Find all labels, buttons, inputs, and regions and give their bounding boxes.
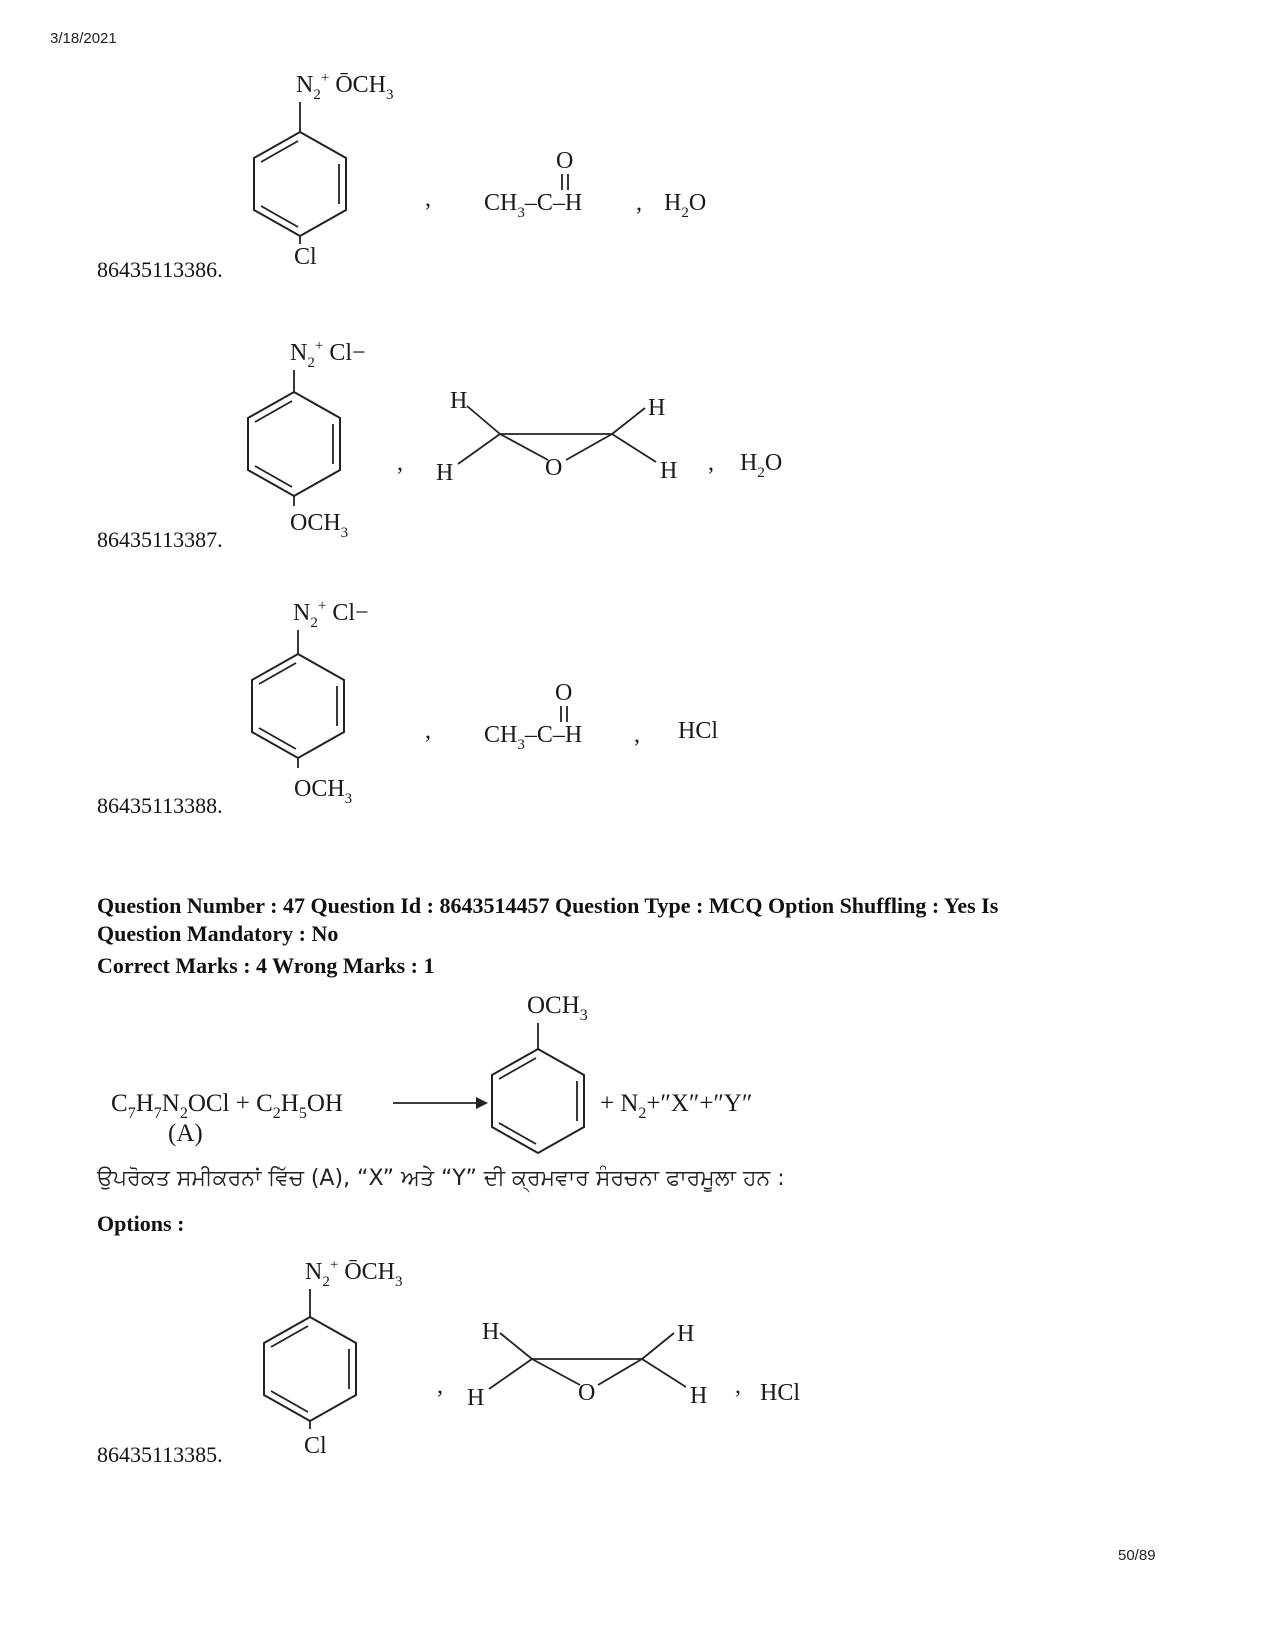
svg-text:Cl: Cl [294,244,317,270]
svg-text:O: O [555,680,573,706]
svg-text:H: H [482,1319,500,1345]
page-number: 50/89 [1118,1547,1156,1564]
print-date: 3/18/2021 [50,30,117,47]
option-structure [0,60,760,360]
svg-text:Cl: Cl [304,1433,327,1459]
svg-text:N2+ ŌCH3: $N_2^+$ $ŌCH_3$ [296,70,394,103]
svg-text:OCH3: $OCH_3$ [290,510,349,541]
svg-text:,: , [437,1373,443,1399]
question-meta [97,892,1197,980]
svg-text:HCl: HCl [678,718,719,744]
svg-text:H: H [450,388,468,414]
svg-text:,: , [636,190,642,216]
svg-text:C7H7N2OCl + C2H5OH: $C_7H_7N_2OCl + C_2H_5OH$ [111,1090,343,1122]
svg-text:O: O [556,148,574,174]
question-prompt: ਉਪਰੋਕਤ ਸਮੀਕਰਨਾਂ ਵਿੱਚ (A), “X” ਅਤੇ “Y” ਦੀ ਕ੍ਰਮਵਾਰ ਸੰਰਚਨਾ ਫਾਰਮੂਲਾ ਹਨ : [97,1166,785,1191]
svg-text:OCH3: $OCH_3$ [294,776,353,807]
svg-text:,: , [397,450,403,476]
option-id: 86435113388. [97,793,223,818]
svg-text:H2O: $H_2O$ [740,450,783,481]
svg-text:H: H [690,1383,708,1409]
svg-text:,: , [735,1373,741,1399]
svg-text:N2+ Cl−: $N_2^+$ Cl− [290,338,366,371]
svg-text:H: H [648,395,666,421]
option-structure [0,1245,840,1475]
option-id: 86435113387. [97,527,223,552]
svg-text:CH3–C–H: $CH_3-C-H$ [484,722,583,753]
question-meta-line1: Question Number : 47 Question Id : 8643514457 Question Type : MCQ Option Shuffling : Yes Is [97,893,999,918]
svg-text:H: H [677,1321,695,1347]
svg-text:+ N2+″X″+″Y″: + $N_2+''X''+''Y''$ [600,1090,753,1122]
option-structure [0,330,820,550]
svg-text:H: H [467,1385,485,1411]
svg-text:N2+ ŌCH3: $N_2^+$ $ŌCH_3$ [305,1257,403,1290]
options-label: Options : [97,1211,185,1236]
option-structure [0,590,760,820]
svg-text:OCH3: $OCH_3$ [527,992,588,1024]
svg-text:O: O [578,1380,596,1406]
svg-text:,: , [708,450,714,476]
svg-text:,: , [425,186,431,212]
svg-text:(A): (A) [168,1120,203,1147]
svg-text:CH3–C–H: $CH_3-C-H$ [484,190,583,221]
question-marks: Correct Marks : 4 Wrong Marks : 1 [97,953,435,978]
svg-text:O: O [545,455,563,481]
svg-text:H: H [436,460,454,486]
svg-text:N2+ Cl−: $N_2^+$ Cl− [293,598,369,631]
question-meta-line2: Question Mandatory : No [97,921,339,946]
svg-text:H: H [660,458,678,484]
option-id: 86435113386. [97,257,223,282]
svg-text:H2O: $H_2O$ [664,190,707,221]
svg-text:HCl: HCl [760,1380,801,1406]
option-id: 86435113385. [97,1442,223,1467]
svg-text:,: , [634,722,640,748]
svg-text:,: , [425,718,431,744]
reaction-equation [0,985,900,1165]
